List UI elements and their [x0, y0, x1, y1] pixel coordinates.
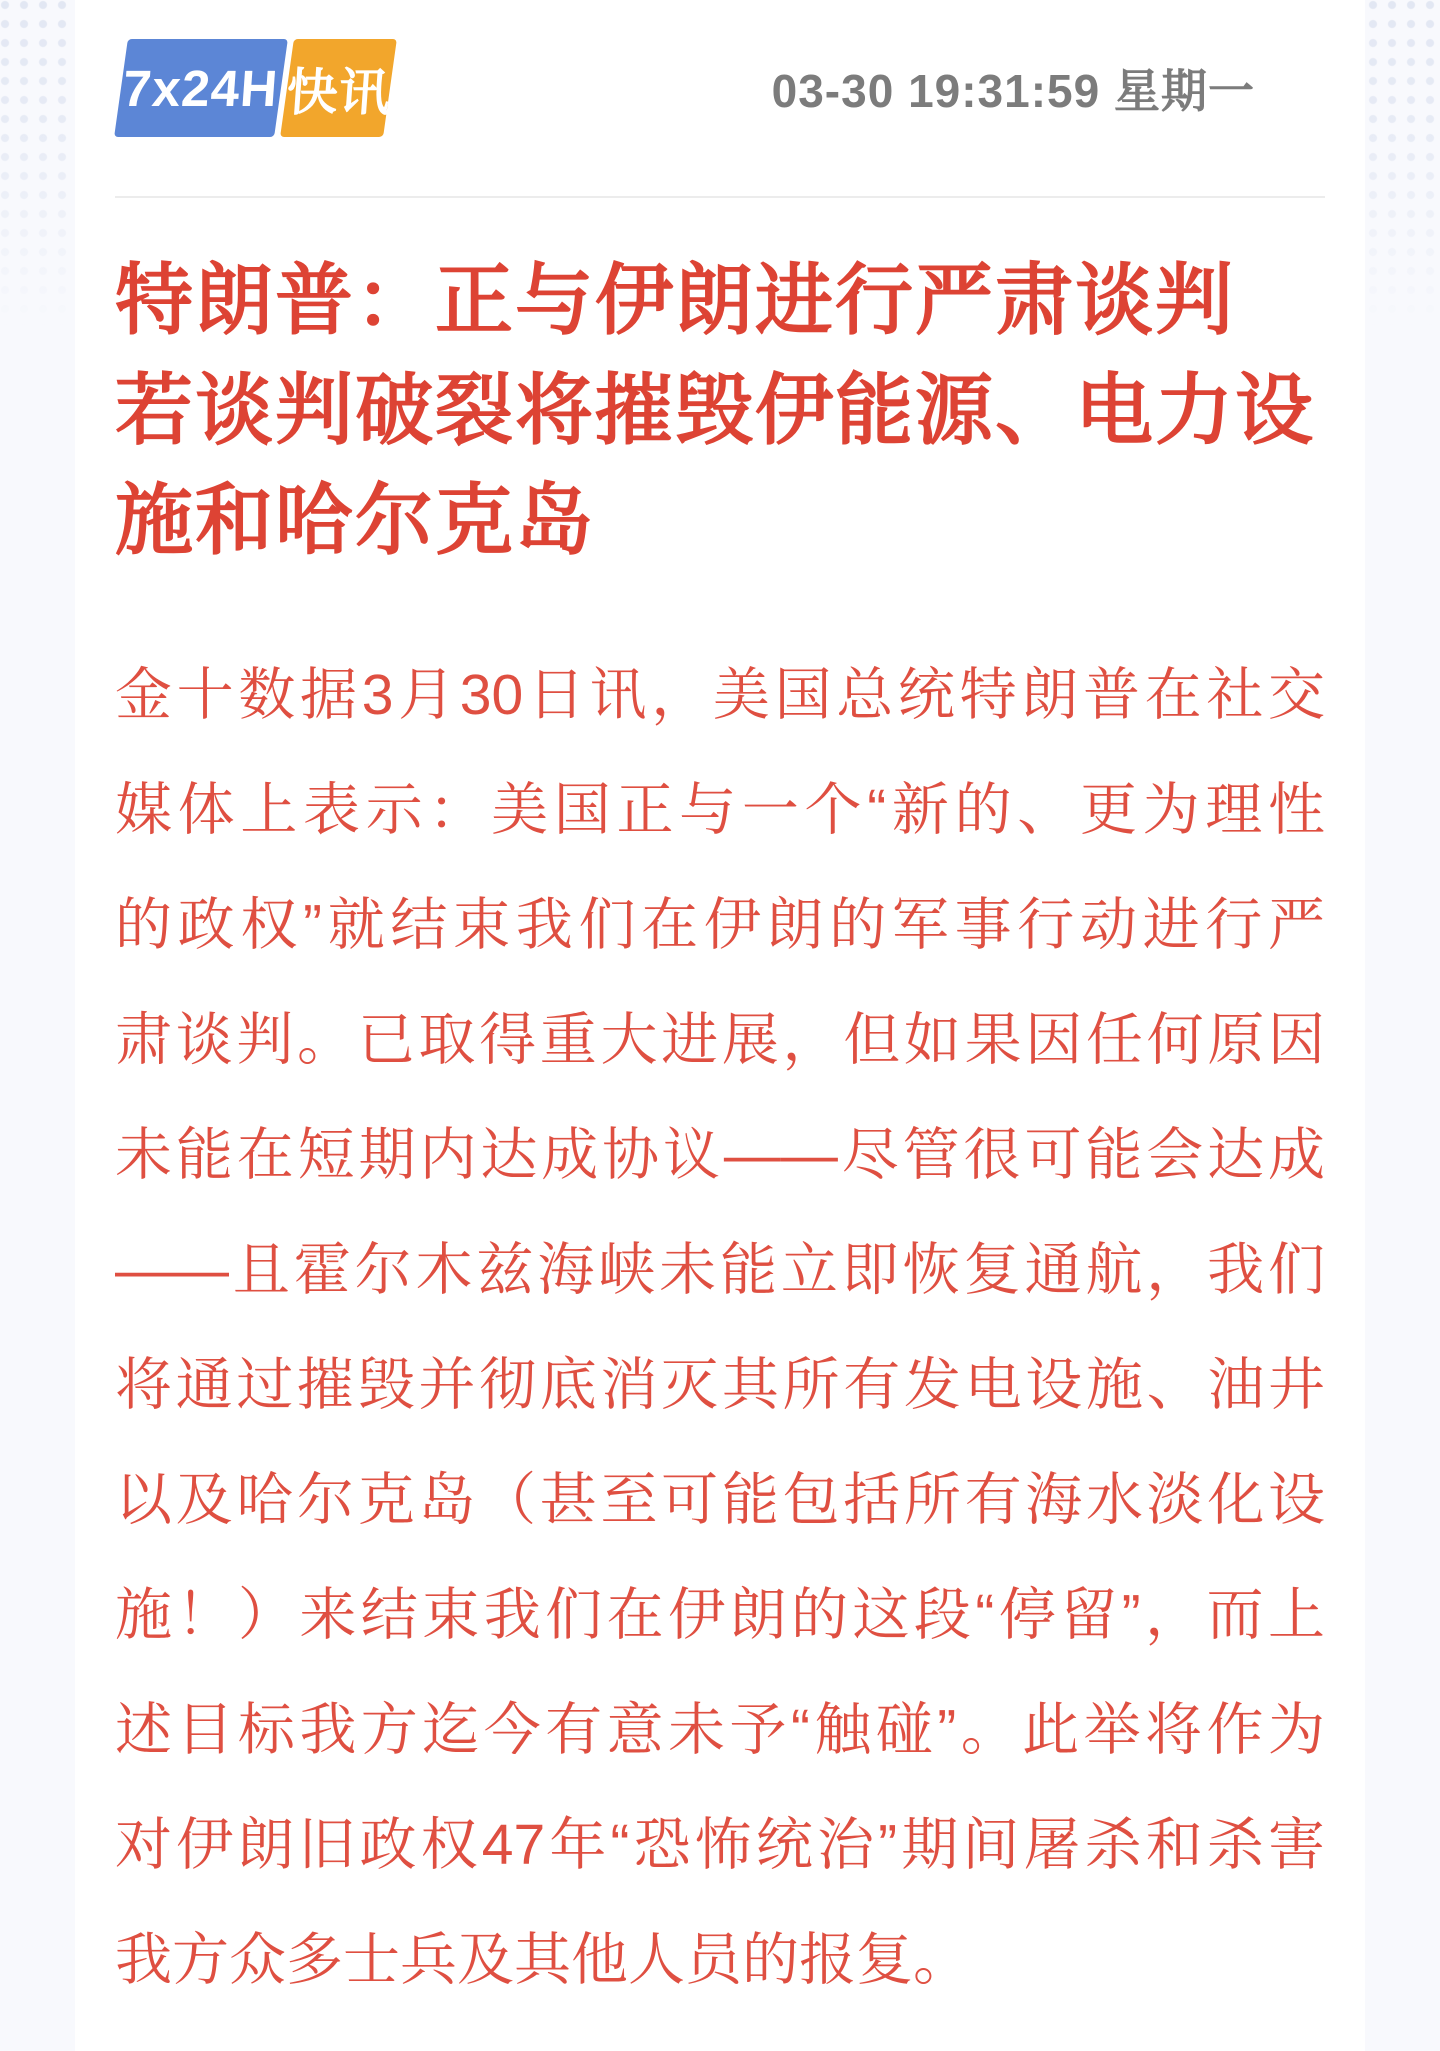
card-header: [115, 38, 1325, 138]
text-line: 媒体上表示：美国正与一个“新的、更为理性: [115, 778, 1325, 842]
text-line: 施和哈尔克岛: [115, 477, 596, 564]
text-line: 未能在短期内达成协议——尽管很可能会达成: [115, 1123, 1325, 1187]
text-line: 述目标我方迄今有意未予“触碰”。此举将作为: [115, 1698, 1325, 1762]
news-flash-card: [75, 0, 1365, 2051]
header-divider: [115, 196, 1325, 198]
text-line: 特朗普：正与伊朗进行严肃谈判: [115, 257, 1236, 344]
text-line: 若谈判破裂将摧毁伊能源、电力设: [115, 367, 1316, 454]
text-line: 肃谈判。已取得重大进展，但如果因任何原因: [115, 1008, 1325, 1072]
badge-7x24h-segment: [114, 39, 288, 137]
article-body: [115, 638, 1325, 2018]
badge-kuaixun-label: 快讯: [284, 64, 393, 121]
text-line: 我方众多士兵及其他人员的报复。: [115, 1928, 970, 1992]
text-line: 以及哈尔克岛（甚至可能包括所有海水淡化设: [115, 1468, 1325, 1532]
channel-badge[interactable]: [121, 39, 393, 137]
news-timestamp: 03-30 19:31:59 星期一: [771, 65, 1255, 117]
badge-7x24h-label: 7x24H: [121, 59, 281, 117]
text-line: 将通过摧毁并彻底消灭其所有发电设施、油井: [115, 1353, 1325, 1417]
article-title: [115, 246, 1325, 576]
text-line: ——且霍尔木兹海峡未能立即恢复通航，我们: [115, 1238, 1325, 1302]
badge-kuaixun-segment: [280, 39, 397, 137]
text-line: 金十数据3月30日讯，美国总统特朗普在社交: [115, 663, 1325, 727]
text-line: 对伊朗旧政权47年“恐怖统治”期间屠杀和杀害: [115, 1813, 1325, 1877]
text-line: 施！）来结束我们在伊朗的这段“停留”，而上: [115, 1583, 1325, 1647]
text-line: 的政权”就结束我们在伊朗的军事行动进行严: [115, 893, 1325, 957]
